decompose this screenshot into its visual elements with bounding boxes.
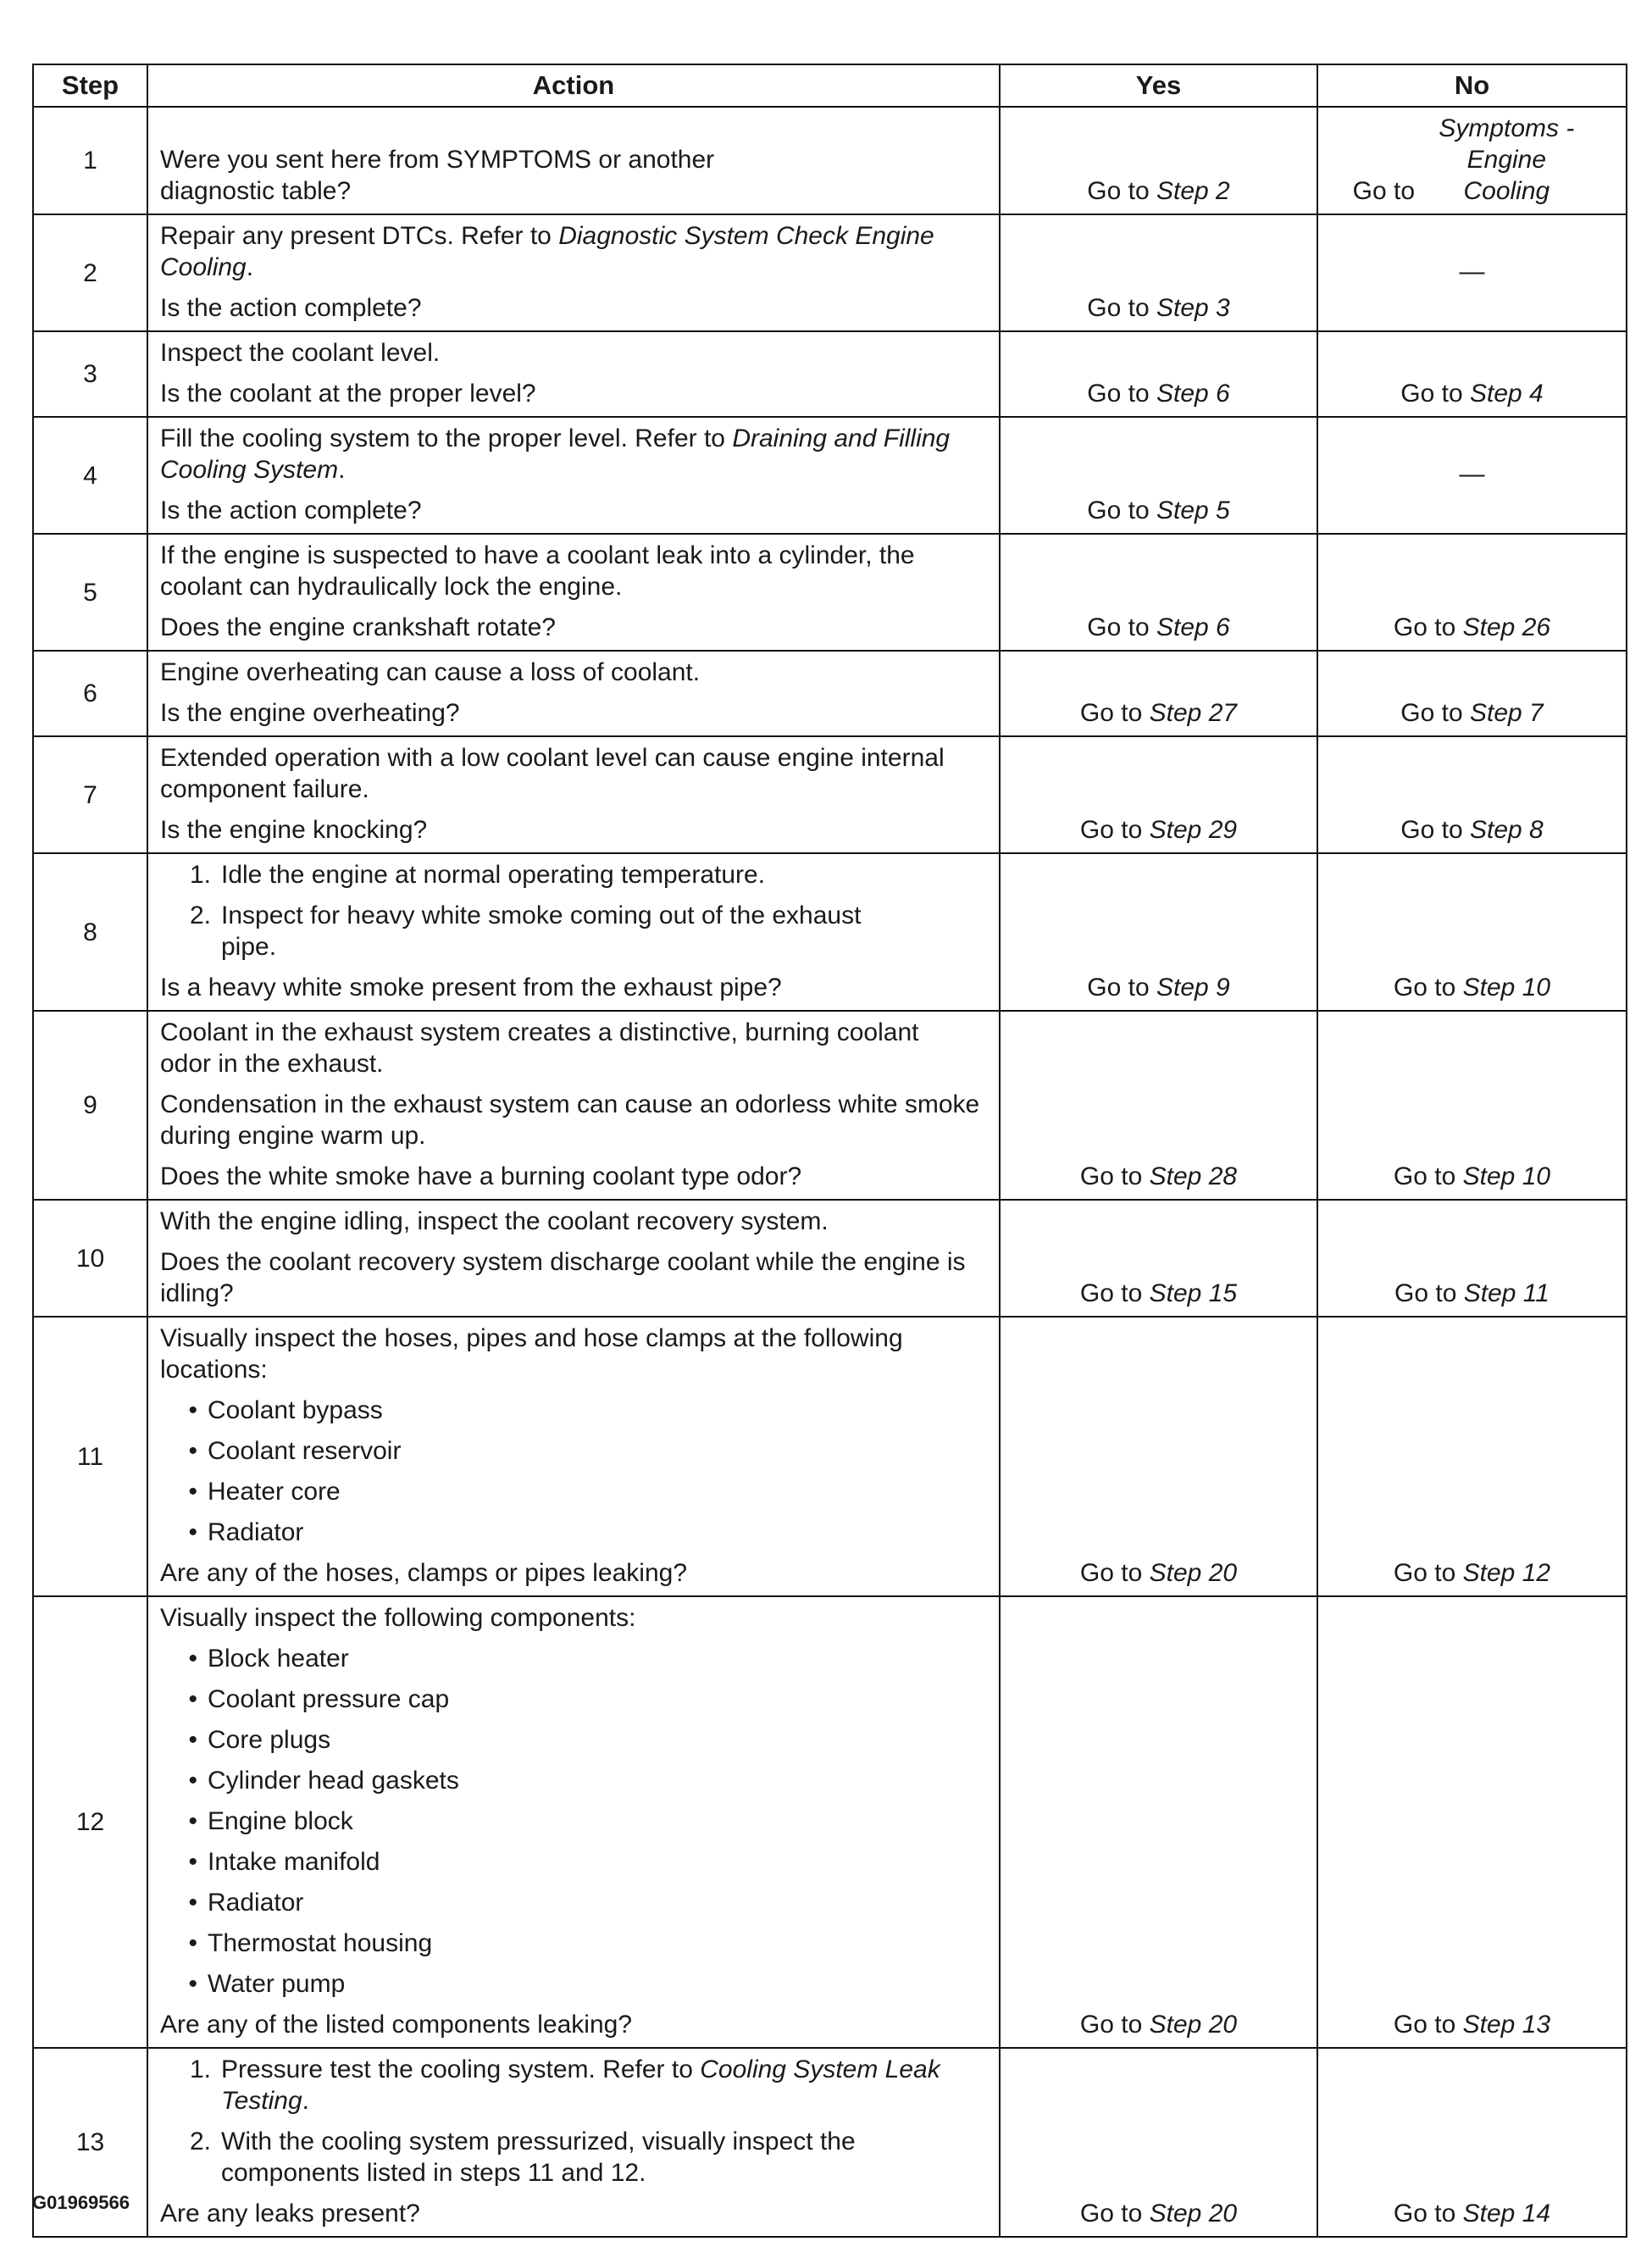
leak-testing-link[interactable]: Cooling System Leak Testing — [221, 2056, 940, 2115]
action-text-part: Fill the cooling system to the proper level. Refer to — [160, 424, 733, 452]
action-cell — [147, 1596, 1000, 2048]
yes-cell — [1000, 2048, 1317, 2237]
no-step-link[interactable]: Step 10 — [1462, 974, 1551, 1001]
step-text — [221, 2054, 984, 2117]
list-item — [160, 1887, 990, 1918]
table-row — [33, 417, 1627, 534]
no-step-link[interactable]: Step 8 — [1469, 816, 1544, 844]
no-step-link[interactable]: Step 26 — [1462, 613, 1551, 641]
action-question: Are any of the hoses, clamps or pipes leaking? — [160, 1559, 688, 1587]
yes-step-link[interactable]: Step 20 — [1149, 1559, 1238, 1587]
no-step-link[interactable]: Step 13 — [1462, 2011, 1551, 2039]
action-question: Is the engine knocking? — [160, 816, 428, 844]
step-number: 1 — [33, 107, 147, 214]
numbered-steps — [160, 859, 990, 963]
list-item — [160, 1517, 990, 1548]
figure-id: G01969566 — [32, 2192, 130, 2213]
action-text: Condensation in the exhaust system can cause an odorless white smoke during engine warm up. — [160, 1090, 980, 1150]
bullet: • — [188, 1848, 197, 1876]
no-cell — [1317, 331, 1627, 417]
no-prefix: Go to — [1400, 380, 1470, 408]
action-text — [160, 423, 990, 485]
no-prefix: Go to — [1394, 1279, 1464, 1307]
list-item — [160, 1928, 990, 1959]
no-step-link[interactable]: Step 14 — [1462, 2200, 1551, 2227]
table-row — [33, 534, 1627, 651]
list-item — [160, 1724, 990, 1756]
table-row — [33, 107, 1627, 214]
action-cell — [147, 1011, 1000, 1200]
yes-prefix: Go to — [1079, 1559, 1150, 1587]
action-text: If the engine is suspected to have a coolant leak into a cylinder, the coolant can hydraulically lock the engine. — [160, 541, 915, 601]
step-number: 9 — [33, 1011, 147, 1200]
table-row — [33, 1200, 1627, 1317]
no-prefix: Go to — [1400, 699, 1470, 727]
no-step-link[interactable]: Step 12 — [1462, 1559, 1551, 1587]
step-index: 2. — [189, 902, 211, 929]
step-number: 7 — [33, 736, 147, 853]
list-item — [160, 1968, 990, 2000]
location-list — [160, 1395, 990, 1548]
list-item — [160, 1476, 990, 1507]
yes-prefix: Go to — [1079, 816, 1150, 844]
no-symptoms-link[interactable]: Symptoms - Engine Cooling — [1439, 114, 1575, 205]
yes-cell — [1000, 1011, 1317, 1200]
no-step-link[interactable]: Step 11 — [1463, 1279, 1549, 1307]
step-number: 5 — [33, 534, 147, 651]
bullet: • — [188, 1970, 197, 1998]
numbered-step — [160, 900, 990, 963]
table-row — [33, 2048, 1627, 2237]
yes-step-link[interactable]: Step 3 — [1156, 294, 1230, 322]
no-cell — [1317, 1317, 1627, 1596]
action-cell — [147, 214, 1000, 331]
bullet: • — [188, 1685, 197, 1713]
no-prefix: Go to — [1393, 1162, 1463, 1190]
yes-step-link[interactable]: Step 20 — [1149, 2200, 1238, 2227]
no-prefix: Go to — [1400, 816, 1470, 844]
no-cell — [1317, 107, 1627, 214]
yes-prefix: Go to — [1087, 497, 1156, 524]
step-number: 11 — [33, 1317, 147, 1596]
yes-step-link[interactable]: Step 9 — [1156, 974, 1230, 1001]
list-item — [160, 1435, 990, 1467]
action-text-part: Repair any present DTCs. Refer to — [160, 222, 559, 250]
step-number: 6 — [33, 651, 147, 736]
list-item-text: Radiator — [208, 1889, 304, 1917]
step-number: 13 — [33, 2048, 147, 2237]
no-cell — [1317, 736, 1627, 853]
no-cell — [1317, 1200, 1627, 1317]
list-item — [160, 1395, 990, 1426]
no-cell — [1317, 2048, 1627, 2237]
no-step-link[interactable]: Step 7 — [1469, 699, 1544, 727]
bullet: • — [188, 1478, 197, 1506]
yes-prefix: Go to — [1087, 613, 1156, 641]
yes-step-link[interactable]: Step 5 — [1156, 497, 1230, 524]
list-item-text: Coolant reservoir — [208, 1437, 402, 1465]
action-cell — [147, 107, 1000, 214]
no-cell — [1317, 651, 1627, 736]
table-row — [33, 214, 1627, 331]
diagnostic-table — [32, 64, 1627, 2238]
bullet: • — [188, 1929, 197, 1957]
step-text-part: Pressure test the cooling system. Refer to — [221, 2056, 701, 2083]
yes-step-link[interactable]: Step 29 — [1149, 816, 1238, 844]
action-text-part: . — [246, 253, 254, 281]
component-list — [160, 1643, 990, 2000]
no-cell — [1317, 1596, 1627, 2048]
no-prefix: Go to — [1393, 2011, 1463, 2039]
action-text: Were you sent here from SYMPTOMS or another diagnostic table? — [160, 146, 715, 205]
yes-prefix: Go to — [1079, 699, 1150, 727]
action-cell — [147, 417, 1000, 534]
bullet: • — [188, 1726, 197, 1754]
action-text: Engine overheating can cause a loss of coolant. — [160, 658, 701, 686]
list-item — [160, 1806, 990, 1837]
action-cell — [147, 1317, 1000, 1596]
yes-step-link[interactable]: Step 27 — [1149, 699, 1238, 727]
bullet: • — [188, 1645, 197, 1673]
header-action: Action — [147, 64, 1000, 107]
bullet: • — [188, 1767, 197, 1795]
action-cell — [147, 853, 1000, 1011]
yes-step-link[interactable]: Step 20 — [1149, 2011, 1238, 2039]
header-no: No — [1317, 64, 1627, 107]
table-row — [33, 1317, 1627, 1596]
yes-cell — [1000, 853, 1317, 1011]
action-text: Visually inspect the hoses, pipes and hose clamps at the following locations: — [160, 1324, 903, 1384]
yes-cell — [1000, 331, 1317, 417]
step-number: 3 — [33, 331, 147, 417]
step-index: 1. — [189, 2056, 211, 2083]
yes-cell — [1000, 534, 1317, 651]
yes-prefix: Go to — [1079, 2011, 1150, 2039]
action-text: Extended operation with a low coolant level can cause engine internal component failure. — [160, 744, 945, 803]
no-cell — [1317, 853, 1627, 1011]
no-cell — [1317, 1011, 1627, 1200]
yes-step-link[interactable]: Step 15 — [1149, 1279, 1238, 1307]
step-text: With the cooling system pressurized, visually inspect the components listed in steps 11 and 12. — [221, 2128, 856, 2187]
action-text: Inspect the coolant level. — [160, 339, 441, 367]
list-item — [160, 1765, 990, 1796]
action-question: Is the coolant at the proper level? — [160, 380, 536, 408]
action-question: Are any of the listed components leaking? — [160, 2011, 633, 2039]
action-question: Is a heavy white smoke present from the exhaust pipe? — [160, 974, 782, 1001]
action-question: Is the action complete? — [160, 294, 422, 322]
draining-filling-link[interactable]: Draining and Filling Cooling System — [160, 424, 951, 484]
yes-step-link[interactable]: Step 6 — [1156, 613, 1230, 641]
yes-prefix: Go to — [1087, 177, 1156, 205]
action-cell — [147, 2048, 1000, 2237]
yes-prefix: Go to — [1079, 1279, 1150, 1307]
yes-cell — [1000, 1596, 1317, 2048]
list-item — [160, 1846, 990, 1878]
list-item-text: Heater core — [208, 1478, 341, 1506]
yes-prefix: Go to — [1079, 2200, 1150, 2227]
yes-cell — [1000, 1200, 1317, 1317]
action-cell — [147, 651, 1000, 736]
yes-step-link[interactable]: Step 28 — [1149, 1162, 1238, 1190]
list-item — [160, 1643, 990, 1674]
yes-cell — [1000, 417, 1317, 534]
no-not-applicable: — — [1459, 257, 1485, 286]
no-prefix: Go to — [1352, 177, 1422, 205]
no-step-link[interactable]: Step 4 — [1469, 380, 1544, 408]
step-number: 10 — [33, 1200, 147, 1317]
list-item-text: Coolant pressure cap — [208, 1685, 450, 1713]
list-item-text: Cylinder head gaskets — [208, 1767, 459, 1795]
yes-cell — [1000, 736, 1317, 853]
no-prefix: Go to — [1393, 974, 1463, 1001]
action-text-part: . — [338, 456, 346, 484]
table-row — [33, 736, 1627, 853]
table-row — [33, 1011, 1627, 1200]
step-number: 12 — [33, 1596, 147, 2048]
action-text: Visually inspect the following components: — [160, 1604, 636, 1632]
step-index: 2. — [189, 2128, 211, 2155]
diagnostic-check-link[interactable]: Diagnostic System Check Engine Cooling — [160, 222, 934, 281]
yes-prefix: Go to — [1087, 294, 1156, 322]
action-question: Are any leaks present? — [160, 2200, 420, 2227]
list-item-text: Coolant bypass — [208, 1396, 383, 1424]
action-question: Is the action complete? — [160, 497, 422, 524]
action-question: Does the engine crankshaft rotate? — [160, 613, 556, 641]
list-item-text: Thermostat housing — [208, 1929, 433, 1957]
list-item-text: Water pump — [208, 1970, 346, 1998]
bullet: • — [188, 1889, 197, 1917]
list-item-text: Radiator — [208, 1518, 304, 1546]
action-cell — [147, 736, 1000, 853]
list-item-text: Block heater — [208, 1645, 349, 1673]
no-cell — [1317, 534, 1627, 651]
bullet: • — [188, 1807, 197, 1835]
list-item-text: Intake manifold — [208, 1848, 380, 1876]
numbered-step — [160, 2126, 990, 2189]
step-text: Idle the engine at normal operating temperature. — [221, 861, 766, 889]
action-cell — [147, 1200, 1000, 1317]
numbered-step — [160, 859, 990, 890]
action-text: With the engine idling, inspect the coolant recovery system. — [160, 1207, 829, 1235]
numbered-step — [160, 2054, 990, 2117]
step-number: 2 — [33, 214, 147, 331]
yes-prefix: Go to — [1087, 974, 1156, 1001]
list-item-text: Core plugs — [208, 1726, 331, 1754]
bullet: • — [188, 1437, 197, 1465]
yes-cell — [1000, 1317, 1317, 1596]
table-row — [33, 1596, 1627, 2048]
list-item-text: Engine block — [208, 1807, 353, 1835]
action-text: Coolant in the exhaust system creates a distinctive, burning coolant odor in the exhaust. — [160, 1018, 919, 1078]
table-header-row — [33, 64, 1627, 107]
no-prefix: Go to — [1393, 1559, 1463, 1587]
no-not-applicable: — — [1459, 459, 1485, 488]
no-prefix: Go to — [1393, 613, 1463, 641]
no-cell — [1317, 417, 1627, 534]
yes-prefix: Go to — [1079, 1162, 1150, 1190]
action-question: Does the coolant recovery system discharge coolant while the engine is idling? — [160, 1248, 966, 1307]
action-question: Does the white smoke have a burning coolant type odor? — [160, 1162, 802, 1190]
step-index: 1. — [189, 861, 211, 889]
table-row — [33, 651, 1627, 736]
table-row — [33, 853, 1627, 1011]
step-number: 8 — [33, 853, 147, 1011]
action-text — [160, 220, 940, 283]
no-cell — [1317, 214, 1627, 331]
yes-step-link[interactable]: Step 2 — [1156, 177, 1230, 205]
step-number: 4 — [33, 417, 147, 534]
action-cell — [147, 534, 1000, 651]
table-row — [33, 331, 1627, 417]
action-question: Is the engine overheating? — [160, 699, 460, 727]
numbered-steps — [160, 2054, 990, 2189]
header-yes: Yes — [1000, 64, 1317, 107]
step-text-part: . — [302, 2087, 309, 2115]
bullet: • — [188, 1396, 197, 1424]
no-prefix: Go to — [1393, 2200, 1463, 2227]
yes-prefix: Go to — [1087, 380, 1156, 408]
yes-step-link[interactable]: Step 6 — [1156, 380, 1230, 408]
yes-cell — [1000, 107, 1317, 214]
header-step: Step — [33, 64, 147, 107]
bullet: • — [188, 1518, 197, 1546]
no-step-link[interactable]: Step 10 — [1462, 1162, 1551, 1190]
action-cell — [147, 331, 1000, 417]
step-text: Inspect for heavy white smoke coming out of the exhaust pipe. — [221, 902, 862, 961]
list-item — [160, 1684, 990, 1715]
diagnostic-table-container — [32, 64, 1626, 2238]
yes-cell — [1000, 651, 1317, 736]
yes-cell — [1000, 214, 1317, 331]
